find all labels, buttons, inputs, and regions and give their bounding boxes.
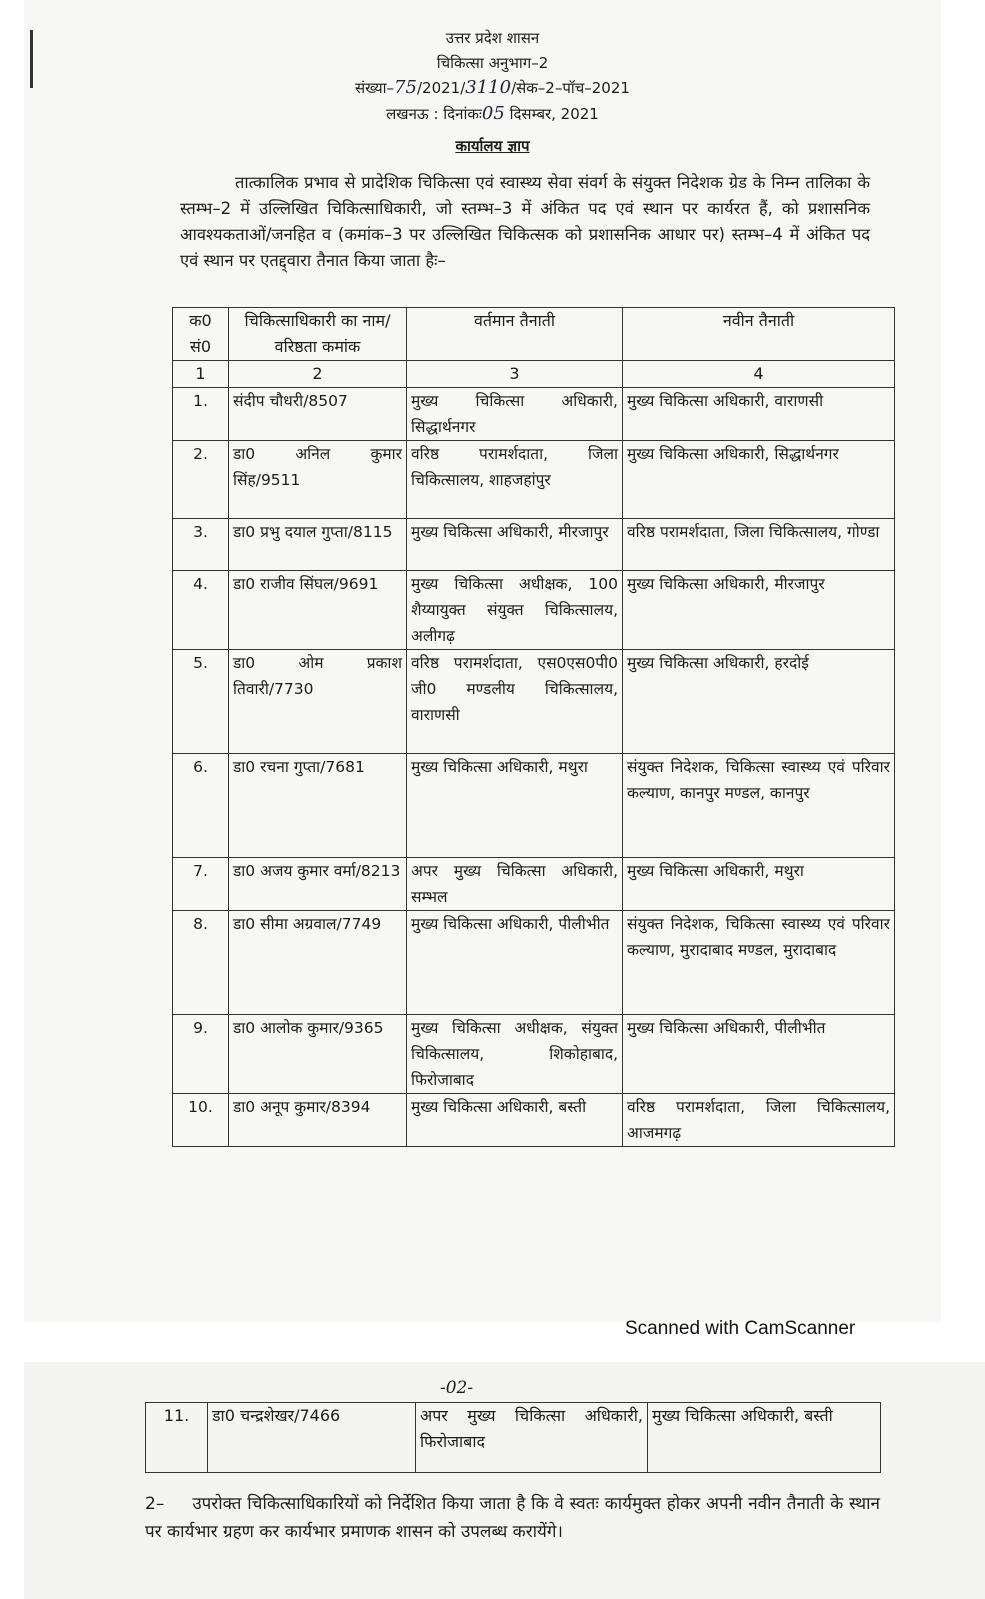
table-row: 5. डा0 ओम प्रकाश तिवारी/7730 वरिष्ठ परामर्शदाता, एस0एस0पी0 जी0 मण्डलीय चिकित्सालय, वाराणसी मुख्य चिकित्सा अधिकारी, हरदोई [173, 650, 895, 754]
posting-table [172, 307, 895, 1147]
table-row: 7. डा0 अजय कुमार वर्मा/8213 अपर मुख्य चिकित्सा अधिकारी, सम्भल मुख्य चिकित्सा अधिकारी, मथुरा [173, 858, 895, 911]
handwritten-number: 75 [394, 77, 417, 98]
column-number-row: 1 2 3 4 [173, 361, 895, 388]
table-row: 11. डा0 चन्द्रशेखर/7466 अपर मुख्य चिकित्सा अधिकारी, फिरोजाबाद मुख्य चिकित्सा अधिकारी, बस्ती [146, 1403, 881, 1473]
table-row: 3. डा0 प्रभु दयाल गुप्ता/8115 मुख्य चिकित्सा अधिकारी, मीरजापुर वरिष्ठ परामर्शदाता, जिला चिकित्सालय, गोण्डा [173, 519, 895, 571]
table-row: 10. डा0 अनूप कुमार/8394 मुख्य चिकित्सा अधिकारी, बस्ती वरिष्ठ परामर्शदाता, जिला चिकित्सालय, आजमगढ़ [173, 1094, 895, 1147]
handwritten-date: 05 [481, 103, 505, 124]
govt-header: उत्तर प्रदेश शासन [445, 29, 540, 47]
page-number: -02- [440, 1378, 474, 1398]
handwritten-file-number: 3110 [465, 77, 512, 98]
table-row: 2. डा0 अनिल कुमार सिंह/9511 वरिष्ठ परामर्शदाता, जिला चिकित्सालय, शाहजहांपुर मुख्य चिकित्सा अधिकारी, सिद्धार्थनगर [173, 441, 895, 519]
table-row: 1. संदीप चौधरी/8507 मुख्य चिकित्सा अधिकारी, सिद्धार्थनगर मुख्य चिकित्सा अधिकारी, वाराणसी [173, 388, 895, 441]
header-new-posting: नवीन तैनाती [623, 308, 895, 361]
intro-paragraph: तात्कालिक प्रभाव से प्रादेशिक चिकित्सा एवं स्वास्थ्य सेवा संवर्ग के संयुक्त निदेशक ग्रेड के निम्न तालिका के स्तम्भ–2 में उल्लिखित चिकित्साधिकारी, जो स्तम्भ–3 में अंकित पद एवं स्थान पर कार्यरत हैं, को प्रशासनिक आवश्यकताओं/जनहित व (कमांक–3 पर उल्लिखित चिकित्सक को प्रशासनिक आधार पर) स्तम्भ–4 में अंकित पद एवं स्थान पर एतद्द्वारा तैनात किया जाता हैः– [180, 173, 870, 270]
table-row: 6. डा0 रचना गुप्ता/7681 मुख्य चिकित्सा अधिकारी, मथुरा संयुक्त निदेशक, चिकित्सा स्वास्थ्य एवं परिवार कल्याण, कानपुर मण्डल, कानपुर [173, 754, 895, 858]
document-page-2 [24, 1362, 985, 1599]
instruction-paragraph: 2– उपरोक्त चिकित्साधिकारियों को निर्देशित किया जाता है कि वे स्वतः कार्यमुक्त होकर अपनी नवीन तैनाती के स्थान पर कार्यभार ग्रहण कर कार्यभार प्रमाणक शासन को उपलब्ध करायेंगे। [145, 1494, 880, 1542]
paragraph-number: 2– [145, 1494, 165, 1514]
table-header-row [173, 308, 895, 361]
table-row: 9. डा0 आलोक कुमार/9365 मुख्य चिकित्सा अधीक्षक, संयुक्त चिकित्सालय, शिकोहाबाद, फिरोजाबाद मुख्य चिकित्सा अधिकारी, पीलीभीत [173, 1015, 895, 1094]
order-date: लखनऊ : दिनांकः05 दिसम्बर, 2021 [386, 103, 599, 124]
header-current-posting: वर्तमान तैनाती [407, 308, 623, 361]
header-name: चिकित्साधिकारी का नाम/वरिष्ठता कमांक [229, 308, 407, 361]
table-row: 4. डा0 राजीव सिंघल/9691 मुख्य चिकित्सा अधीक्षक, 100 शैय्यायुक्त संयुक्त चिकित्सालय, अलीगढ़ मुख्य चिकित्सा अधिकारी, मीरजापुर [173, 571, 895, 650]
posting-table-continued [145, 1402, 881, 1473]
order-number: संख्या–75/2021/3110/सेक–2–पॉच–2021 [355, 77, 630, 98]
table-row: 8. डा0 सीमा अग्रवाल/7749 मुख्य चिकित्सा अधिकारी, पीलीभीत संयुक्त निदेशक, चिकित्सा स्वास्थ्य एवं परिवार कल्याण, मुरादाबाद मण्डल, मुरादाबाद [173, 911, 895, 1015]
header-serial: क0 सं0 [173, 308, 229, 361]
section-header: चिकित्सा अनुभाग–2 [436, 54, 549, 72]
document-title: कार्यालय ज्ञाप [455, 137, 530, 155]
scanner-watermark: Scanned with CamScanner [625, 1318, 856, 1339]
